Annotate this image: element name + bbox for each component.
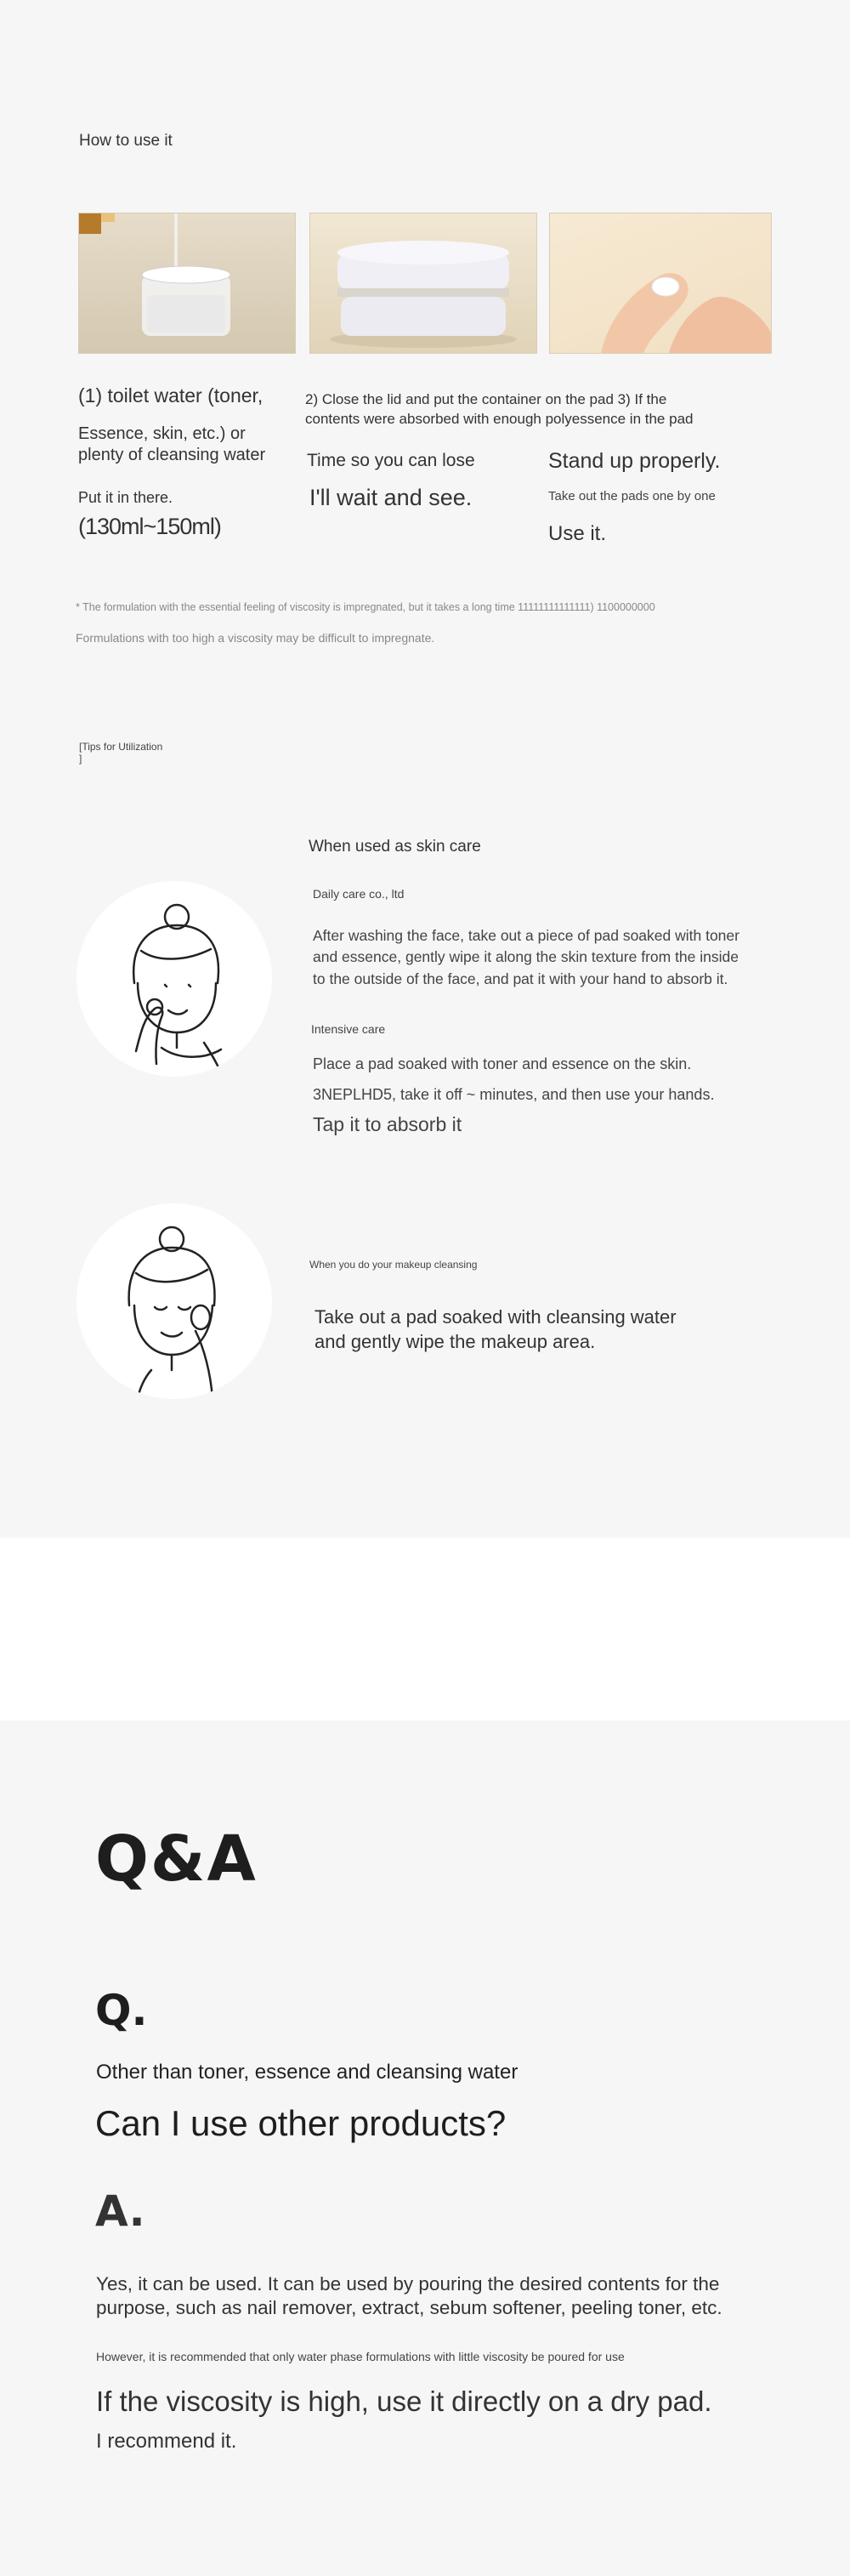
tips-label-close: ]: [79, 753, 82, 765]
viscosity-note: * The formulation with the essential feeling of viscosity is impregnated, but it takes a long time 11111111111111) 1100000000: [76, 601, 655, 613]
tips-label: [Tips for Utilization: [79, 741, 163, 753]
qa-section: [0, 1720, 850, 2576]
woman-face-pad-icon: [76, 881, 272, 1077]
makeup-title: When you do your makeup cleansing: [309, 1259, 478, 1271]
makeup-line1: Take out a pad soaked with cleansing water: [314, 1306, 677, 1328]
step2-line4: I'll wait and see.: [309, 485, 473, 510]
intensive-care-line1: Place a pad soaked with toner and essence on the skin.: [313, 1055, 692, 1072]
pouring-jar-illustration: [79, 213, 295, 353]
step3-line3: Use it.: [548, 522, 607, 545]
question-line1: Other than toner, essence and cleansing water: [96, 2061, 518, 2084]
step3-line2: Take out the pads one by one: [548, 489, 716, 503]
step1-line3: plenty of cleansing water: [78, 446, 266, 464]
woman-patting-illustration: [76, 881, 272, 1077]
daily-care-line3: to the outside of the face, and pat it with your hand to absorb it.: [313, 970, 728, 987]
closed-jar-illustration: [310, 213, 536, 353]
answer-line4: If the viscosity is high, use it directly on a dry pad.: [96, 2386, 712, 2417]
how-to-use-title: How to use it: [79, 132, 173, 150]
intensive-care-line2: 3NEPLHD5, take it off ~ minutes, and then use your hands.: [313, 1086, 715, 1103]
intensive-care-title: Intensive care: [311, 1022, 386, 1036]
step1-line4: Put it in there.: [78, 489, 173, 506]
hands-with-pad-illustration: [550, 213, 771, 353]
impregnate-note: Formulations with too high a viscosity may be difficult to impregnate.: [76, 631, 435, 645]
photo-closed-jar: [309, 213, 537, 354]
step3-line1: Stand up properly.: [548, 449, 721, 473]
photo-hands-pad: [549, 213, 772, 354]
answer-line3: However, it is recommended that only water phase formulations with little viscosity be poured for use: [96, 2350, 625, 2363]
section-divider-gap: [0, 1538, 850, 1720]
intensive-care-line3: Tap it to absorb it: [313, 1113, 462, 1135]
step1-line1: (1) toilet water (toner,: [78, 384, 264, 407]
question-line2: Can I use other products?: [95, 2103, 507, 2143]
qa-heading: Q&A: [95, 1823, 258, 1896]
answer-line2: purpose, such as nail remover, extract, sebum softener, peeling toner, etc.: [96, 2297, 722, 2318]
answer-line1: Yes, it can be used. It can be used by pouring the desired contents for the: [96, 2273, 720, 2295]
step2-line1: 2) Close the lid and put the container on the pad 3) If the: [305, 391, 667, 407]
woman-cleansing-illustration: [76, 1203, 272, 1399]
step1-line5: (130ml~150ml): [78, 514, 221, 539]
step1-line2: Essence, skin, etc.) or: [78, 424, 246, 443]
step2-line2: contents were absorbed with enough polyessence in the pad: [305, 411, 694, 427]
photo-pouring-toner: [78, 213, 296, 354]
answer-line5: I recommend it.: [96, 2430, 237, 2453]
answer-label: A.: [95, 2186, 145, 2236]
skincare-title: When used as skin care: [309, 838, 481, 856]
daily-care-title: Daily care co., ltd: [313, 887, 405, 901]
step2-line3: Time so you can lose: [307, 451, 475, 470]
question-label: Q.: [95, 1986, 148, 2035]
makeup-line2: and gently wipe the makeup area.: [314, 1331, 596, 1352]
daily-care-line2: and essence, gently wipe it along the skin texture from the inside: [313, 948, 739, 965]
woman-cleansing-icon: [76, 1203, 272, 1399]
daily-care-line1: After washing the face, take out a piece of pad soaked with toner: [313, 927, 740, 944]
